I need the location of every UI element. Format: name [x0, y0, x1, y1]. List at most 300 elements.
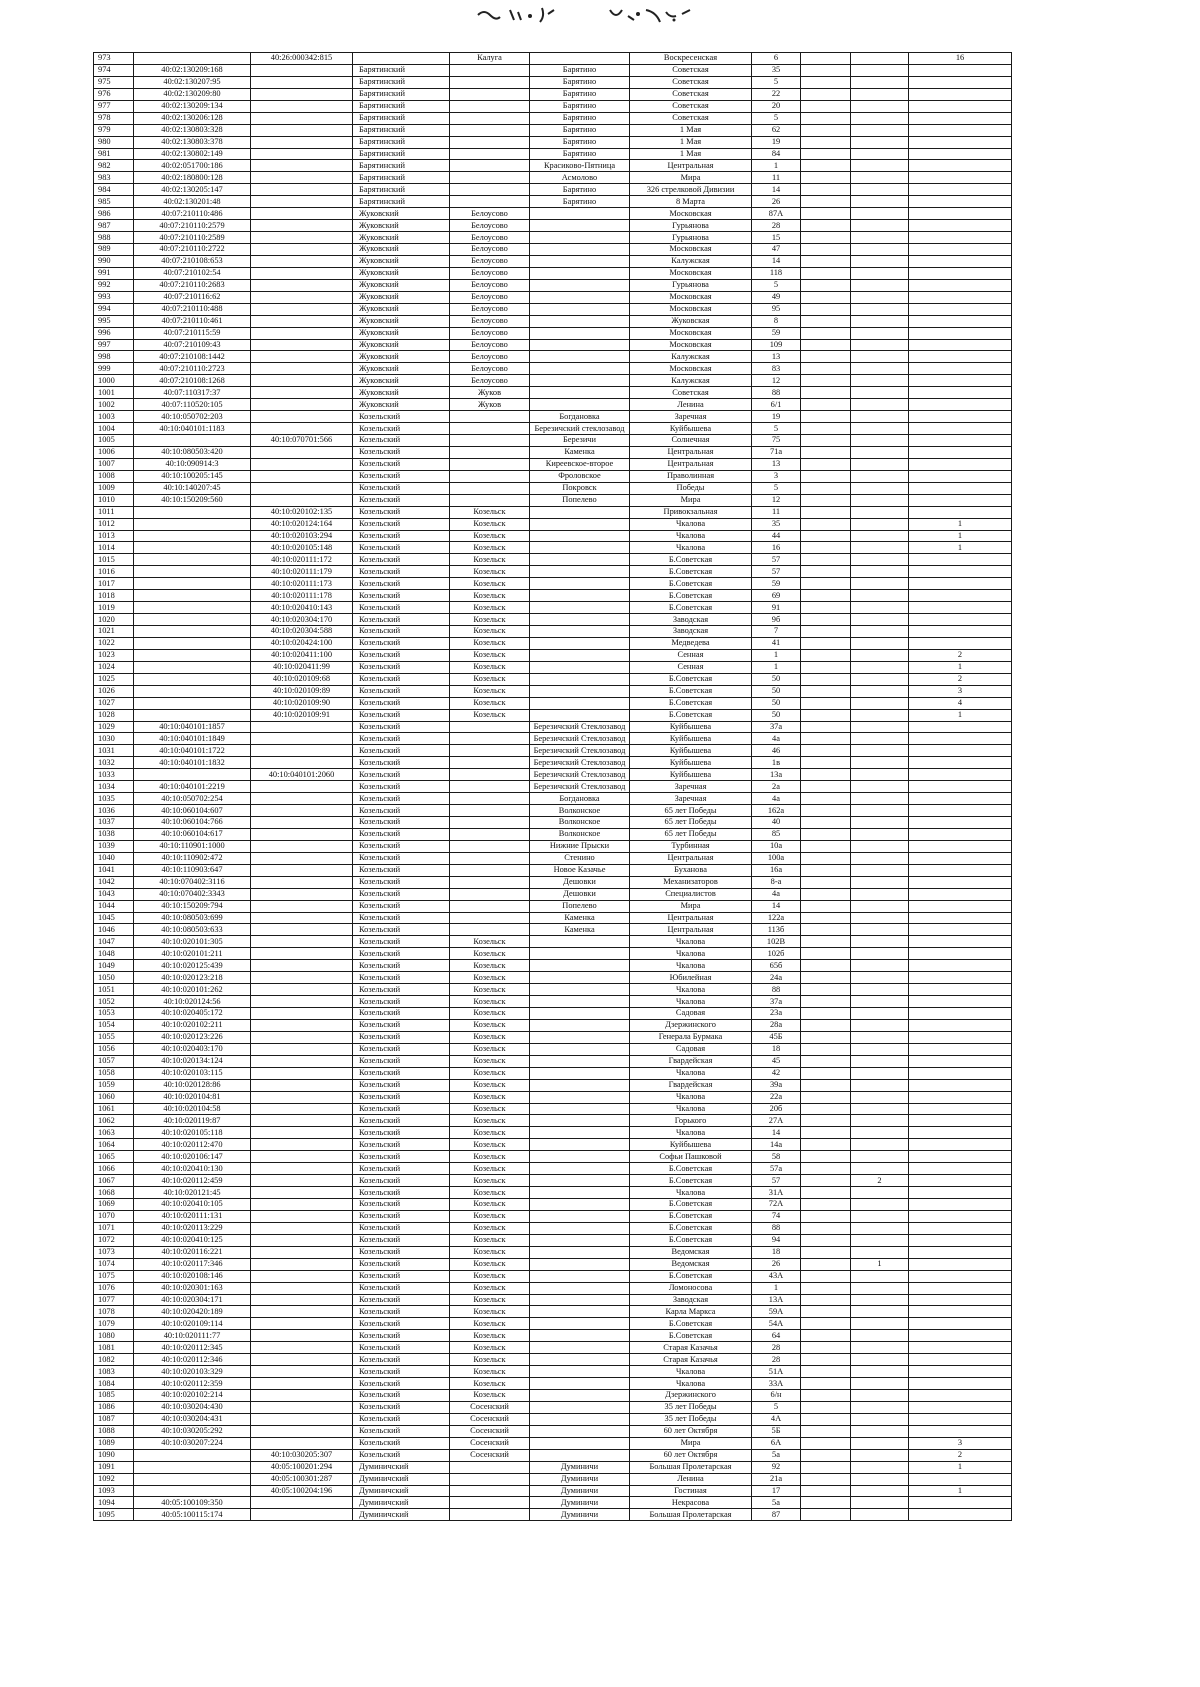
city-cell [450, 864, 530, 876]
building-cadastral-number-cell [251, 172, 353, 184]
building-cadastral-number-cell [251, 900, 353, 912]
cadastral-number-cell: 40:07:110317:37 [134, 387, 251, 399]
extra-count-2-cell [851, 184, 909, 196]
extra-count-1-cell [801, 673, 851, 685]
row-number-cell: 1043 [94, 888, 134, 900]
house-number-cell: 57 [752, 566, 801, 578]
house-number-cell: 9б [752, 614, 801, 626]
extra-count-3-cell [909, 1210, 1012, 1222]
extra-count-2-cell [851, 757, 909, 769]
table-row [94, 781, 1012, 793]
settlement-cell: Волконское [530, 828, 630, 840]
street-cell: Чкалова [630, 984, 752, 996]
settlement-cell [530, 1163, 630, 1175]
cadastral-number-cell: 40:10:020104:58 [134, 1103, 251, 1115]
settlement-cell [530, 673, 630, 685]
city-cell [450, 64, 530, 76]
city-cell: Белоусово [450, 220, 530, 232]
building-cadastral-number-cell [251, 1175, 353, 1187]
extra-count-3-cell [909, 148, 1012, 160]
city-cell: Козельск [450, 1199, 530, 1211]
extra-count-1-cell [801, 852, 851, 864]
building-cadastral-number-cell: 40:10:020410:143 [251, 602, 353, 614]
table-row [94, 255, 1012, 267]
district-cell: Козельский [353, 1318, 450, 1330]
cadastral-number-cell: 40:10:020410:105 [134, 1199, 251, 1211]
house-number-cell: 46 [752, 745, 801, 757]
table-row [94, 458, 1012, 470]
settlement-cell [530, 1222, 630, 1234]
street-cell: Солнечная [630, 435, 752, 447]
settlement-cell: Барятино [530, 136, 630, 148]
city-cell: Козельск [450, 1127, 530, 1139]
extra-count-3-cell [909, 1163, 1012, 1175]
cadastral-number-cell: 40:10:040101:1722 [134, 745, 251, 757]
settlement-cell [530, 1031, 630, 1043]
table-row [94, 578, 1012, 590]
table-row [94, 852, 1012, 864]
settlement-cell: Красиково-Пятница [530, 160, 630, 172]
building-cadastral-number-cell [251, 244, 353, 256]
street-cell: Жуковская [630, 315, 752, 327]
house-number-cell: 33А [752, 1378, 801, 1390]
building-cadastral-number-cell [251, 1139, 353, 1151]
street-cell: Б.Советская [630, 673, 752, 685]
row-number-cell: 1060 [94, 1091, 134, 1103]
extra-count-2-cell [851, 88, 909, 100]
extra-count-3-cell [909, 1175, 1012, 1187]
table-row [94, 864, 1012, 876]
extra-count-1-cell [801, 387, 851, 399]
row-number-cell: 1064 [94, 1139, 134, 1151]
table-row [94, 649, 1012, 661]
settlement-cell [530, 279, 630, 291]
street-cell: Центральная [630, 160, 752, 172]
district-cell: Жуковский [353, 351, 450, 363]
extra-count-1-cell [801, 1461, 851, 1473]
city-cell [450, 840, 530, 852]
street-cell: 35 лет Победы [630, 1413, 752, 1425]
district-cell: Козельский [353, 817, 450, 829]
building-cadastral-number-cell [251, 805, 353, 817]
district-cell: Думиничский [353, 1485, 450, 1497]
settlement-cell [530, 303, 630, 315]
row-number-cell: 996 [94, 327, 134, 339]
district-cell: Барятинский [353, 136, 450, 148]
house-number-cell: 62 [752, 124, 801, 136]
city-cell [450, 88, 530, 100]
row-number-cell: 1085 [94, 1390, 134, 1402]
city-cell: Козельск [450, 1139, 530, 1151]
district-cell: Козельский [353, 960, 450, 972]
settlement-cell [530, 661, 630, 673]
house-number-cell: 45 [752, 1055, 801, 1067]
extra-count-3-cell [909, 1115, 1012, 1127]
house-number-cell: 11 [752, 506, 801, 518]
table-row [94, 112, 1012, 124]
city-cell [450, 828, 530, 840]
house-number-cell: 26 [752, 196, 801, 208]
house-number-cell: 57 [752, 554, 801, 566]
settlement-cell [530, 972, 630, 984]
house-number-cell: 43А [752, 1270, 801, 1282]
row-number-cell: 1080 [94, 1330, 134, 1342]
row-number-cell: 1033 [94, 769, 134, 781]
table-row [94, 984, 1012, 996]
cadastral-number-cell: 40:07:210115:59 [134, 327, 251, 339]
house-number-cell: 1в [752, 757, 801, 769]
street-cell: Б.Советская [630, 685, 752, 697]
row-number-cell: 1015 [94, 554, 134, 566]
extra-count-2-cell [851, 160, 909, 172]
extra-count-1-cell [801, 291, 851, 303]
table-row [94, 100, 1012, 112]
street-cell: Заводская [630, 1294, 752, 1306]
district-cell: Козельский [353, 435, 450, 447]
street-cell: 1 Мая [630, 148, 752, 160]
city-cell [450, 852, 530, 864]
city-cell: Белоусово [450, 208, 530, 220]
cadastral-number-cell: 40:10:020111:77 [134, 1330, 251, 1342]
extra-count-3-cell [909, 423, 1012, 435]
extra-count-2-cell [851, 291, 909, 303]
extra-count-3-cell [909, 566, 1012, 578]
building-cadastral-number-cell [251, 733, 353, 745]
extra-count-1-cell [801, 1187, 851, 1199]
street-cell: Московская [630, 327, 752, 339]
settlement-cell [530, 375, 630, 387]
extra-count-2-cell [851, 888, 909, 900]
cadastral-number-cell: 40:10:060104:607 [134, 805, 251, 817]
extra-count-1-cell [801, 1390, 851, 1402]
extra-count-1-cell [801, 303, 851, 315]
house-number-cell: 1 [752, 649, 801, 661]
cadastral-number-cell [134, 554, 251, 566]
street-cell: Привокзальная [630, 506, 752, 518]
district-cell: Козельский [353, 852, 450, 864]
table-row [94, 697, 1012, 709]
district-cell: Козельский [353, 1139, 450, 1151]
extra-count-1-cell [801, 232, 851, 244]
district-cell: Козельский [353, 1210, 450, 1222]
row-number-cell: 1084 [94, 1378, 134, 1390]
extra-count-1-cell [801, 411, 851, 423]
house-number-cell: 23а [752, 1008, 801, 1020]
cadastral-number-cell: 40:02:051700:186 [134, 160, 251, 172]
building-cadastral-number-cell [251, 112, 353, 124]
settlement-cell [530, 518, 630, 530]
city-cell: Козельск [450, 673, 530, 685]
row-number-cell: 1095 [94, 1509, 134, 1521]
extra-count-1-cell [801, 1139, 851, 1151]
row-number-cell: 1000 [94, 375, 134, 387]
city-cell: Козельск [450, 1019, 530, 1031]
building-cadastral-number-cell [251, 387, 353, 399]
extra-count-1-cell [801, 637, 851, 649]
table-row [94, 685, 1012, 697]
building-cadastral-number-cell [251, 1115, 353, 1127]
house-number-cell: 17 [752, 1485, 801, 1497]
table-row [94, 1401, 1012, 1413]
table-row [94, 948, 1012, 960]
settlement-cell [530, 1270, 630, 1282]
street-cell: Праволинная [630, 470, 752, 482]
row-number-cell: 1067 [94, 1175, 134, 1187]
extra-count-3-cell [909, 1294, 1012, 1306]
extra-count-2-cell [851, 1187, 909, 1199]
extra-count-1-cell [801, 745, 851, 757]
settlement-cell [530, 936, 630, 948]
cadastral-number-cell: 40:02:130207:95 [134, 76, 251, 88]
extra-count-1-cell [801, 244, 851, 256]
street-cell: 60 лет Октября [630, 1425, 752, 1437]
city-cell: Козельск [450, 1378, 530, 1390]
district-cell: Жуковский [353, 244, 450, 256]
building-cadastral-number-cell [251, 1509, 353, 1521]
cadastral-number-cell: 40:10:070402:3343 [134, 888, 251, 900]
district-cell: Козельский [353, 828, 450, 840]
extra-count-1-cell [801, 1485, 851, 1497]
house-number-cell: 5а [752, 1449, 801, 1461]
district-cell: Жуковский [353, 363, 450, 375]
building-cadastral-number-cell [251, 1234, 353, 1246]
settlement-cell [530, 709, 630, 721]
row-number-cell: 992 [94, 279, 134, 291]
extra-count-1-cell [801, 1031, 851, 1043]
settlement-cell: Новое Казачье [530, 864, 630, 876]
settlement-cell [530, 984, 630, 996]
extra-count-3-cell [909, 1378, 1012, 1390]
extra-count-2-cell [851, 196, 909, 208]
city-cell: Козельск [450, 530, 530, 542]
extra-count-3-cell [909, 1187, 1012, 1199]
cadastral-number-cell: 40:07:210116:62 [134, 291, 251, 303]
building-cadastral-number-cell [251, 1103, 353, 1115]
extra-count-1-cell [801, 590, 851, 602]
row-number-cell: 1055 [94, 1031, 134, 1043]
district-cell: Козельский [353, 1449, 450, 1461]
street-cell: Куйбышева [630, 721, 752, 733]
street-cell: Чкалова [630, 960, 752, 972]
district-cell: Барятинский [353, 184, 450, 196]
district-cell: Козельский [353, 781, 450, 793]
extra-count-1-cell [801, 793, 851, 805]
extra-count-1-cell [801, 1199, 851, 1211]
city-cell: Козельск [450, 590, 530, 602]
extra-count-1-cell [801, 136, 851, 148]
cadastral-number-cell: 40:02:130205:147 [134, 184, 251, 196]
settlement-cell [530, 1366, 630, 1378]
settlement-cell: Думиничи [530, 1485, 630, 1497]
city-cell: Козельск [450, 554, 530, 566]
extra-count-1-cell [801, 339, 851, 351]
cadastral-number-cell [134, 637, 251, 649]
house-number-cell: 13 [752, 351, 801, 363]
extra-count-2-cell [851, 172, 909, 184]
extra-count-1-cell [801, 470, 851, 482]
table-row [94, 769, 1012, 781]
table-row [94, 53, 1012, 65]
table-row [94, 411, 1012, 423]
extra-count-1-cell [801, 924, 851, 936]
extra-count-3-cell [909, 602, 1012, 614]
extra-count-2-cell [851, 124, 909, 136]
settlement-cell [530, 315, 630, 327]
extra-count-2-cell [851, 1461, 909, 1473]
street-cell: Ведомская [630, 1258, 752, 1270]
building-cadastral-number-cell: 40:10:020424:100 [251, 637, 353, 649]
extra-count-2-cell [851, 1318, 909, 1330]
table-row [94, 1354, 1012, 1366]
building-cadastral-number-cell: 40:05:100201:294 [251, 1461, 353, 1473]
district-cell: Козельский [353, 1151, 450, 1163]
settlement-cell: Нижние Прыски [530, 840, 630, 852]
extra-count-1-cell [801, 399, 851, 411]
building-cadastral-number-cell: 40:10:020109:89 [251, 685, 353, 697]
street-cell: Дзержинского [630, 1390, 752, 1402]
district-cell: Козельский [353, 757, 450, 769]
house-number-cell: 22 [752, 88, 801, 100]
extra-count-2-cell [851, 100, 909, 112]
table-row [94, 148, 1012, 160]
settlement-cell [530, 1318, 630, 1330]
table-row [94, 1222, 1012, 1234]
row-number-cell: 1062 [94, 1115, 134, 1127]
district-cell: Козельский [353, 637, 450, 649]
district-cell: Козельский [353, 1127, 450, 1139]
city-cell: Козельск [450, 1330, 530, 1342]
settlement-cell: Барятино [530, 148, 630, 160]
building-cadastral-number-cell [251, 124, 353, 136]
district-cell: Козельский [353, 1354, 450, 1366]
extra-count-2-cell [851, 1473, 909, 1485]
settlement-cell [530, 960, 630, 972]
row-number-cell: 1074 [94, 1258, 134, 1270]
extra-count-2-cell [851, 828, 909, 840]
extra-count-3-cell [909, 900, 1012, 912]
district-cell: Жуковский [353, 303, 450, 315]
district-cell: Жуковский [353, 315, 450, 327]
city-cell: Белоусово [450, 244, 530, 256]
building-cadastral-number-cell [251, 1031, 353, 1043]
row-number-cell: 1075 [94, 1270, 134, 1282]
district-cell: Козельский [353, 566, 450, 578]
district-cell: Козельский [353, 697, 450, 709]
extra-count-3-cell [909, 1306, 1012, 1318]
extra-count-2-cell [851, 900, 909, 912]
building-cadastral-number-cell [251, 375, 353, 387]
settlement-cell [530, 590, 630, 602]
house-number-cell: 59А [752, 1306, 801, 1318]
table-row [94, 1187, 1012, 1199]
city-cell: Козельск [450, 661, 530, 673]
building-cadastral-number-cell [251, 948, 353, 960]
building-cadastral-number-cell [251, 267, 353, 279]
extra-count-2-cell [851, 876, 909, 888]
extra-count-2-cell [851, 482, 909, 494]
cadastral-number-cell: 40:10:040101:1857 [134, 721, 251, 733]
extra-count-3-cell [909, 1043, 1012, 1055]
cadastral-number-cell: 40:07:210110:461 [134, 315, 251, 327]
table-row [94, 637, 1012, 649]
street-cell: Ломоносова [630, 1282, 752, 1294]
extra-count-2-cell [851, 411, 909, 423]
table-row [94, 1509, 1012, 1521]
row-number-cell: 1059 [94, 1079, 134, 1091]
extra-count-2-cell [851, 996, 909, 1008]
extra-count-3-cell [909, 232, 1012, 244]
cadastral-number-cell [134, 566, 251, 578]
house-number-cell: 54А [752, 1318, 801, 1330]
house-number-cell: 69 [752, 590, 801, 602]
house-number-cell: 92 [752, 1461, 801, 1473]
table-row [94, 506, 1012, 518]
row-number-cell: 1048 [94, 948, 134, 960]
city-cell: Сосенский [450, 1449, 530, 1461]
house-number-cell: 87А [752, 208, 801, 220]
extra-count-3-cell [909, 1330, 1012, 1342]
table-row [94, 1163, 1012, 1175]
extra-count-1-cell [801, 1318, 851, 1330]
table-row [94, 602, 1012, 614]
extra-count-1-cell [801, 578, 851, 590]
city-cell: Козельск [450, 1055, 530, 1067]
row-number-cell: 1013 [94, 530, 134, 542]
settlement-cell: Каменка [530, 924, 630, 936]
cadastral-number-cell: 40:10:020420:189 [134, 1306, 251, 1318]
extra-count-3-cell [909, 339, 1012, 351]
row-number-cell: 1004 [94, 423, 134, 435]
extra-count-1-cell [801, 1210, 851, 1222]
settlement-cell [530, 1401, 630, 1413]
street-cell: Московская [630, 291, 752, 303]
extra-count-2-cell [851, 721, 909, 733]
settlement-cell [530, 1378, 630, 1390]
street-cell: Московская [630, 339, 752, 351]
extra-count-3-cell [909, 793, 1012, 805]
settlement-cell [530, 351, 630, 363]
street-cell: Старая Казачья [630, 1342, 752, 1354]
extra-count-2-cell: 2 [851, 1175, 909, 1187]
cadastral-number-cell: 40:10:020125:439 [134, 960, 251, 972]
city-cell [450, 160, 530, 172]
street-cell: Б.Советская [630, 578, 752, 590]
cadastral-number-cell: 40:10:060104:617 [134, 828, 251, 840]
street-cell: 65 лет Победы [630, 828, 752, 840]
extra-count-1-cell [801, 363, 851, 375]
extra-count-1-cell [801, 1079, 851, 1091]
extra-count-2-cell [851, 1043, 909, 1055]
district-cell: Козельский [353, 590, 450, 602]
district-cell: Козельский [353, 1270, 450, 1282]
street-cell: Чкалова [630, 1091, 752, 1103]
street-cell: Мира [630, 900, 752, 912]
extra-count-1-cell [801, 1473, 851, 1485]
city-cell: Козельск [450, 614, 530, 626]
cadastral-number-cell: 40:10:020112:459 [134, 1175, 251, 1187]
extra-count-1-cell [801, 1354, 851, 1366]
settlement-cell [530, 1103, 630, 1115]
street-cell: Б.Советская [630, 1163, 752, 1175]
extra-count-3-cell [909, 960, 1012, 972]
table-row [94, 1282, 1012, 1294]
table-row [94, 1151, 1012, 1163]
extra-count-2-cell [851, 375, 909, 387]
extra-count-2-cell [851, 423, 909, 435]
extra-count-1-cell [801, 1127, 851, 1139]
table-row [94, 423, 1012, 435]
street-cell: Московская [630, 363, 752, 375]
